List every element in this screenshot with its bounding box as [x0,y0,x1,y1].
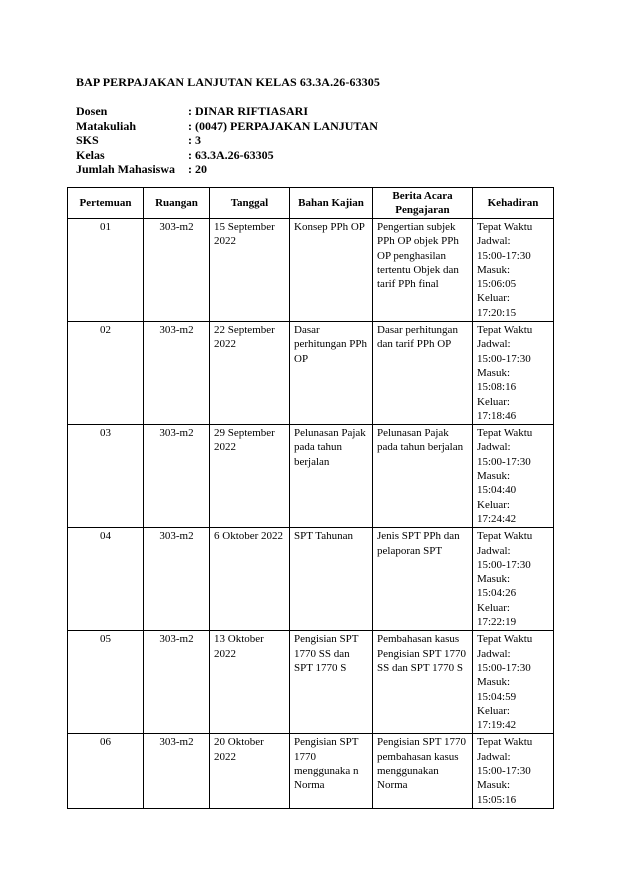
meta-row-matakuliah [76,119,378,134]
header-pertemuan: Pertemuan [68,188,144,219]
cell-tanggal: 29 September 2022 [210,425,290,528]
meta-label: Kelas [76,147,105,162]
meta-label: Dosen [76,104,108,118]
cell-pertemuan: 02 [68,322,144,425]
cell-berita-acara: Dasar perhitungan dan tarif PPh OP [373,322,473,425]
cell-berita-acara: Pengisian SPT 1770 pembahasan kasus menggunakan Norma [373,734,473,809]
cell-bahan-kajian: Pengisian SPT 1770 menggunaka n Norma [290,734,373,809]
cell-tanggal: 20 Oktober 2022 [210,734,290,809]
meta-row-sks [76,133,378,148]
meta-label: SKS [76,133,99,147]
cell-tanggal: 13 Oktober 2022 [210,631,290,734]
cell-bahan-kajian: Pelunasan Pajak pada tahun berjalan [290,425,373,528]
cell-kehadiran: Tepat Waktu Jadwal: 15:00-17:30 Masuk: 15:04:40 Keluar: 17:24:42 [473,425,554,528]
cell-ruangan: 303-m2 [144,631,210,734]
cell-berita-acara: Jenis SPT PPh dan pelaporan SPT [373,528,473,631]
header-tanggal: Tanggal [210,188,290,219]
bap-table [67,187,554,809]
cell-ruangan: 303-m2 [144,322,210,425]
cell-tanggal: 15 September 2022 [210,219,290,322]
cell-pertemuan: 03 [68,425,144,528]
cell-ruangan: 303-m2 [144,425,210,528]
cell-bahan-kajian: SPT Tahunan [290,528,373,631]
header-kehadiran: Kehadiran [473,188,554,219]
meta-label: Matakuliah [76,118,137,133]
meta-value: : 3 [188,133,201,147]
cell-berita-acara: Pengertian subjek PPh OP objek PPh OP penghasilan tertentu Objek dan tarif PPh final [373,219,473,322]
cell-bahan-kajian: Pengisian SPT 1770 SS dan SPT 1770 S [290,631,373,734]
cell-tanggal: 6 Oktober 2022 [210,528,290,631]
meta-value: : 63.3A.26-63305 [188,147,274,162]
cell-ruangan: 303-m2 [144,528,210,631]
cell-bahan-kajian: Dasar perhitungan PPh OP [290,322,373,425]
cell-berita-acara: Pelunasan Pajak pada tahun berjalan [373,425,473,528]
cell-bahan-kajian: Konsep PPh OP [290,219,373,322]
meta-row-kelas [76,148,378,163]
document-meta [76,104,378,177]
meta-value: : DINAR RIFTIASARI [188,104,309,118]
cell-pertemuan: 06 [68,734,144,809]
meta-row-dosen [76,104,378,119]
cell-kehadiran: Tepat Waktu Jadwal: 15:00-17:30 Masuk: 15:05:16 [473,734,554,809]
table-row [68,631,554,734]
table-row [68,219,554,322]
cell-tanggal: 22 September 2022 [210,322,290,425]
meta-row-jumlah-mahasiswa [76,162,378,177]
cell-berita-acara: Pembahasan kasus Pengisian SPT 1770 SS dan SPT 1770 S [373,631,473,734]
document-title: BAP PERPAJAKAN LANJUTAN KELAS 63.3A.26-63305 [76,75,380,89]
cell-ruangan: 303-m2 [144,219,210,322]
cell-pertemuan: 04 [68,528,144,631]
cell-kehadiran: Tepat Waktu Jadwal: 15:00-17:30 Masuk: 15:08:16 Keluar: 17:18:46 [473,322,554,425]
table-row [68,322,554,425]
meta-label: Jumlah Mahasiswa [76,162,176,176]
cell-kehadiran: Tepat Waktu Jadwal: 15:00-17:30 Masuk: 15:06:05 Keluar: 17:20:15 [473,219,554,322]
header-berita-acara: Berita Acara Pengajaran [373,188,473,219]
cell-kehadiran: Tepat Waktu Jadwal: 15:00-17:30 Masuk: 15:04:26 Keluar: 17:22:19 [473,528,554,631]
header-bahan-kajian: Bahan Kajian [290,188,373,219]
table-header-row [68,188,554,219]
table-row [68,734,554,809]
cell-pertemuan: 05 [68,631,144,734]
cell-kehadiran: Tepat Waktu Jadwal: 15:00-17:30 Masuk: 15:04:59 Keluar: 17:19:42 [473,631,554,734]
meta-value: : 20 [188,162,207,176]
meta-value: : (0047) PERPAJAKAN LANJUTAN [188,118,378,133]
cell-pertemuan: 01 [68,219,144,322]
table-row [68,425,554,528]
header-ruangan: Ruangan [144,188,210,219]
cell-ruangan: 303-m2 [144,734,210,809]
table-row [68,528,554,631]
